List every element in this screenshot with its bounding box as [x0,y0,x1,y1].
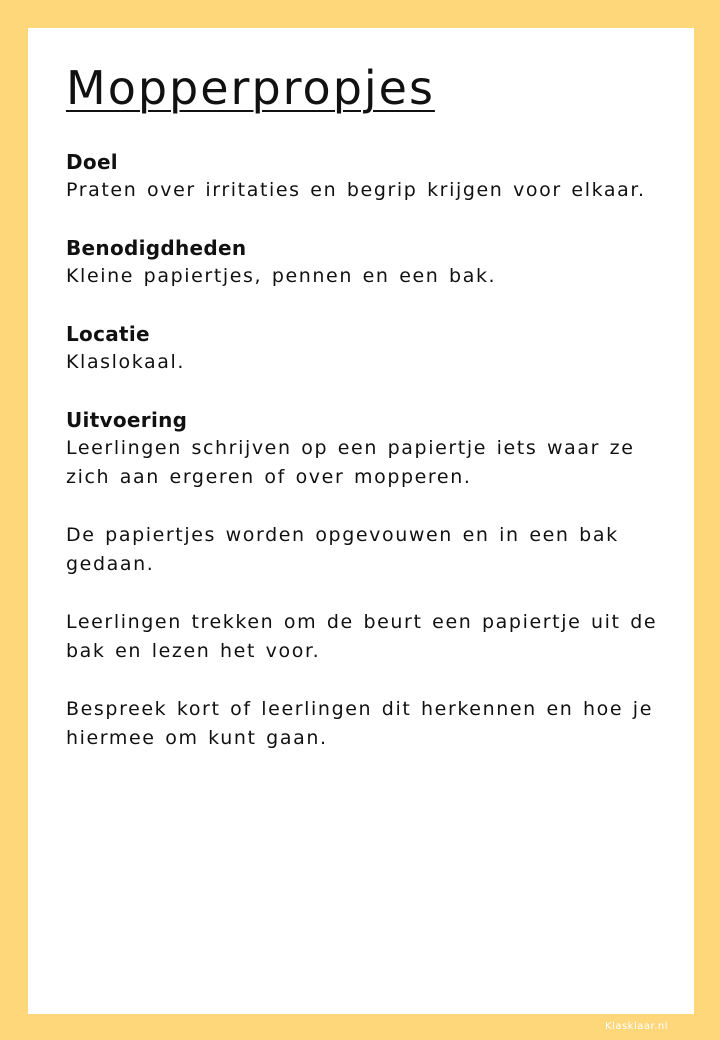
section-text: Kleine papiertjes, pennen en een bak. [66,265,497,287]
instruction-paragraph: Leerlingen trekken om de beurt een papiertje uit de bak en lezen het voor. [66,611,658,662]
page-title: Mopperpropjes [66,61,435,115]
section-heading: Locatie [66,322,150,346]
section-doel [66,148,662,205]
footer-credit: Klasklaar.nl [605,1021,668,1032]
instruction-paragraph: De papiertjes worden opgevouwen en in een bak gedaan. [66,524,619,575]
section-heading: Benodigdheden [66,236,247,260]
section-heading: Doel [66,150,118,174]
instruction-paragraph: Leerlingen schrijven op een papiertje iets waar ze zich aan ergeren of over mopperen. [66,437,635,488]
activity-card [28,28,694,1014]
section-heading: Uitvoering [66,408,188,432]
instruction-paragraph: Bespreek kort of leerlingen dit herkennen en hoe je hiermee om kunt gaan. [66,698,653,749]
section-benodigdheden [66,234,662,291]
section-uitvoering [66,406,662,753]
section-text: Praten over irritaties en begrip krijgen voor elkaar. [66,179,646,201]
section-locatie [66,320,662,377]
section-text: Klaslokaal. [66,351,186,373]
